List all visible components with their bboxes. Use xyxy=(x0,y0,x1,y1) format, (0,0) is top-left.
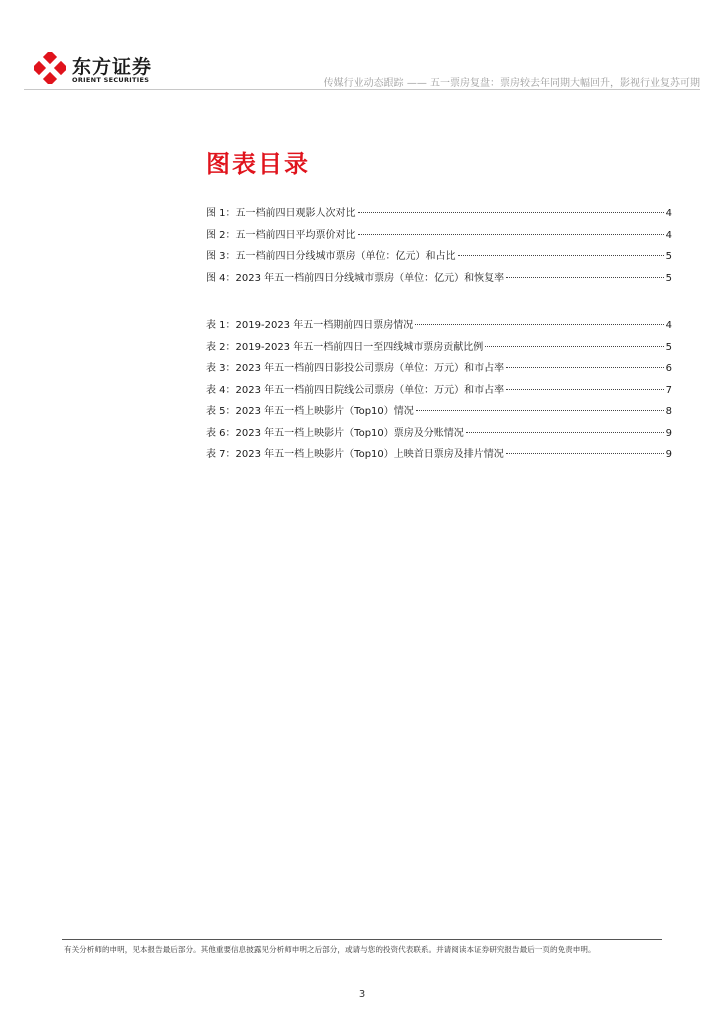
toc-entry-figure-3[interactable] xyxy=(206,247,672,269)
toc-entry-label: 图 3：五一档前四日分线城市票房（单位：亿元）和占比 xyxy=(206,251,456,262)
table-list xyxy=(206,316,672,467)
header-divider xyxy=(24,89,700,90)
toc-leader-dots xyxy=(506,367,663,368)
toc-entry-table-4[interactable] xyxy=(206,381,672,403)
toc-entry-page: 7 xyxy=(665,384,672,396)
toc-leader-dots xyxy=(416,410,664,411)
toc-entry-table-6[interactable] xyxy=(206,424,672,446)
toc-entry-label: 图 4：2023 年五一档前四日分线城市票房（单位：亿元）和恢复率 xyxy=(206,272,505,284)
toc-entry-page: 9 xyxy=(665,427,672,439)
toc-entry-label: 表 4：2023 年五一档前四日院线公司票房（单位：万元）和市占率 xyxy=(206,384,505,396)
toc-entry-label: 表 7：2023 年五一档上映影片（Top10）上映首日票房及排片情况 xyxy=(206,449,504,460)
toc-entry-label: 表 1：2019-2023 年五一档期前四日票房情况 xyxy=(206,320,414,331)
toc-entry-label: 表 6：2023 年五一档上映影片（Top10）票房及分账情况 xyxy=(206,427,464,439)
toc-entry-page: 4 xyxy=(665,208,672,219)
toc-entry-figure-1[interactable] xyxy=(206,204,672,226)
toc-entry-page: 5 xyxy=(665,251,672,262)
toc-entry-table-2[interactable] xyxy=(206,338,672,360)
toc-leader-dots xyxy=(358,234,664,235)
footer-divider xyxy=(62,939,662,940)
toc-entry-page: 8 xyxy=(665,406,672,417)
toc-entry-page: 4 xyxy=(665,320,672,331)
toc-entry-label: 表 2：2019-2023 年五一档前四日一至四线城市票房贡献比例 xyxy=(206,341,484,353)
toc-entry-page: 5 xyxy=(665,272,672,284)
company-logo xyxy=(34,50,159,88)
toc-entry-page: 9 xyxy=(665,449,672,460)
toc-leader-dots xyxy=(506,453,664,454)
toc-entry-label: 图 1：五一档前四日观影人次对比 xyxy=(206,208,356,219)
footer-disclaimer: 有关分析师的申明，见本报告最后部分。其他重要信息披露见分析师申明之后部分，或请与您的投资代表联系。并请阅读本证券研究报告最后一页的免责申明。 xyxy=(64,945,596,954)
figure-list xyxy=(206,204,672,290)
toc-entry-table-3[interactable] xyxy=(206,359,672,381)
toc-entry-page: 4 xyxy=(665,229,672,241)
page-number: 3 xyxy=(358,989,366,1000)
toc-leader-dots xyxy=(506,277,663,278)
orient-securities-logo-icon xyxy=(34,52,66,84)
toc-leader-dots xyxy=(506,389,663,390)
toc-leader-dots xyxy=(485,346,663,347)
toc-entry-figure-2[interactable] xyxy=(206,226,672,248)
toc-leader-dots xyxy=(458,255,664,256)
toc-entry-label: 表 5：2023 年五一档上映影片（Top10）情况 xyxy=(206,406,414,417)
toc-entry-label: 表 3：2023 年五一档前四日影投公司票房（单位：万元）和市占率 xyxy=(206,363,505,374)
toc-leader-dots xyxy=(466,432,664,433)
toc-entry-page: 6 xyxy=(665,363,672,374)
toc-leader-dots xyxy=(415,324,663,325)
toc-entry-table-7[interactable] xyxy=(206,445,672,467)
toc-entry-page: 5 xyxy=(665,341,672,353)
toc-entry-label: 图 2：五一档前四日平均票价对比 xyxy=(206,229,356,241)
toc-entry-table-5[interactable] xyxy=(206,402,672,424)
toc-entry-table-1[interactable] xyxy=(206,316,672,338)
toc-leader-dots xyxy=(358,212,664,213)
logo-english-name: ORIENT SECURITIES xyxy=(72,76,150,84)
report-header-title: 传媒行业动态跟踪 —— 五一票房复盘：票房较去年同期大幅回升，影视行业复苏可期 xyxy=(323,78,700,89)
logo-chinese-name: 东方证券 xyxy=(72,56,153,78)
toc-entry-figure-4[interactable] xyxy=(206,269,672,291)
toc-title: 图表目录 xyxy=(206,150,310,178)
